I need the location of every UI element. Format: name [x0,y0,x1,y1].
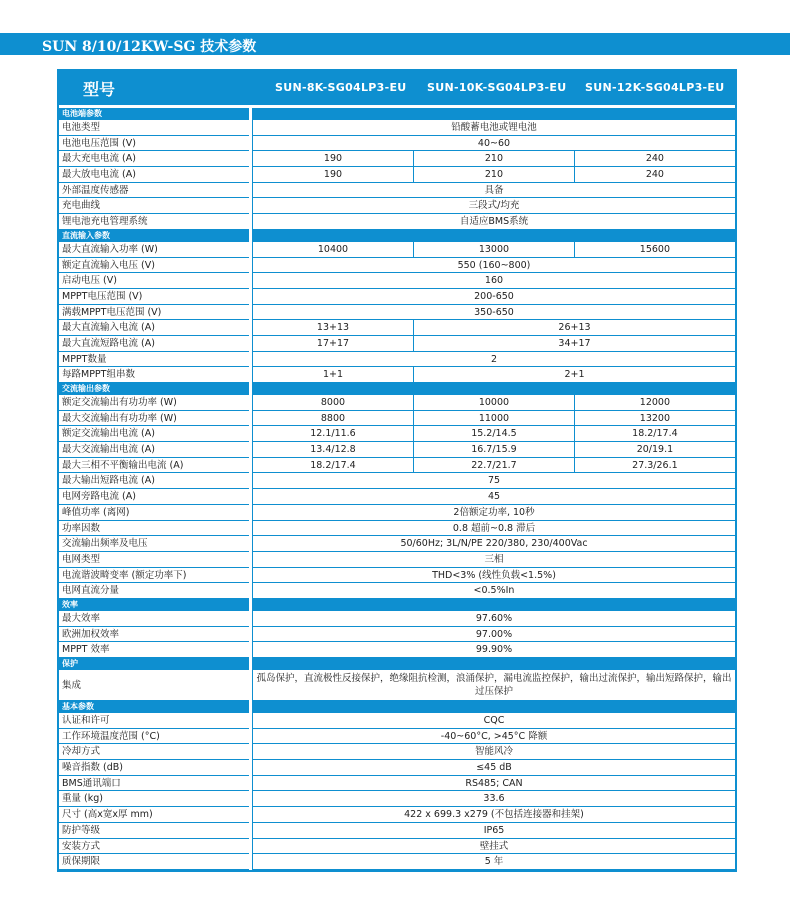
spec-value: ≤45 dB [252,760,735,776]
title-bar [0,33,790,55]
spec-value: 自适应BMS系统 [252,214,735,230]
spec-row [59,854,735,870]
spec-value: 具备 [252,183,735,199]
spec-row [59,611,735,627]
spec-label: 冷却方式 [59,744,249,760]
spec-value: 99.90% [252,642,735,658]
spec-row [59,214,735,230]
spec-value: 40~60 [252,136,735,152]
spec-value: 13+13 [252,320,413,336]
spec-row [59,744,735,760]
model-12k: SUN-12K-SG04LP3-EU [585,81,725,94]
section-title: 保护 [59,658,249,670]
spec-label: 额定直流输入电压 (V) [59,258,249,274]
spec-label: BMS通讯端口 [59,776,249,792]
spec-row [59,242,735,258]
spec-value: 33.6 [252,791,735,807]
spec-label: 尺寸 (高x宽x厚 mm) [59,807,249,823]
spec-label: 认证和许可 [59,713,249,729]
spec-value: 10400 [252,242,413,258]
spec-value: CQC [252,713,735,729]
spec-row [59,627,735,643]
spec-row [59,395,735,411]
section-header [59,701,735,713]
spec-value: 0.8 超前~0.8 滞后 [252,521,735,537]
section-header [59,658,735,670]
model-10k: SUN-10K-SG04LP3-EU [427,81,567,94]
spec-label: 外部温度传感器 [59,183,249,199]
spec-row [59,151,735,167]
spec-label: 功率因数 [59,521,249,537]
spec-value: 550 (160~800) [252,258,735,274]
spec-value: 1+1 [252,367,413,383]
page-title: SUN 8/10/12KW-SG 技术参数 [42,39,257,55]
spec-value: 50/60Hz; 3L/N/PE 220/380, 230/400Vac [252,536,735,552]
spec-row [59,713,735,729]
spec-row [59,552,735,568]
spec-value: IP65 [252,823,735,839]
spec-label: 最大输出短路电流 (A) [59,473,249,489]
spec-label: 最大直流短路电流 (A) [59,336,249,352]
spec-value: 8000 [252,395,413,411]
spec-value: 18.2/17.4 [252,458,413,474]
spec-value: 75 [252,473,735,489]
spec-value: 34+17 [413,336,735,352]
section-header [59,599,735,611]
spec-value: 20/19.1 [574,442,735,458]
section-title: 直流输入参数 [59,230,249,242]
spec-row [59,336,735,352]
spec-label: 最大三相不平衡输出电流 (A) [59,458,249,474]
spec-label: 每路MPPT组串数 [59,367,249,383]
spec-value: 11000 [413,411,574,427]
spec-value: 12.1/11.6 [252,426,413,442]
spec-value: 18.2/17.4 [574,426,735,442]
spec-row [59,823,735,839]
spec-row [59,289,735,305]
spec-row [59,505,735,521]
spec-value: 2倍额定功率, 10秒 [252,505,735,521]
spec-row [59,411,735,427]
spec-value: 13000 [413,242,574,258]
spec-row [59,536,735,552]
spec-label: 重量 (kg) [59,791,249,807]
spec-label: 安装方式 [59,839,249,855]
section-title: 效率 [59,599,249,611]
model-label: 型号 [83,80,116,99]
spec-label: 额定交流输出电流 (A) [59,426,249,442]
spec-label: MPPT电压范围 (V) [59,289,249,305]
spec-label: 充电曲线 [59,198,249,214]
spec-value: 三相 [252,552,735,568]
spec-value: 160 [252,273,735,289]
spec-label: 峰值功率 (离网) [59,505,249,521]
spec-value: 45 [252,489,735,505]
spec-row [59,442,735,458]
spec-value: 三段式/均充 [252,198,735,214]
section-header [59,108,735,120]
spec-label: 集成 [59,670,249,701]
spec-value: 240 [574,167,735,183]
spec-label: 最大放电电流 (A) [59,167,249,183]
spec-label: 电网旁路电流 (A) [59,489,249,505]
model-8k: SUN-8K-SG04LP3-EU [275,81,407,94]
spec-row [59,198,735,214]
spec-row [59,273,735,289]
section-title: 电池端参数 [59,108,249,120]
spec-label: 最大效率 [59,611,249,627]
spec-value: 97.00% [252,627,735,643]
spec-value: 200-650 [252,289,735,305]
spec-row [59,776,735,792]
spec-row [59,367,735,383]
spec-label: 噪音指数 (dB) [59,760,249,776]
spec-value: 22.7/21.7 [413,458,574,474]
spec-row [59,136,735,152]
spec-value: 15600 [574,242,735,258]
spec-value: 350-650 [252,305,735,321]
spec-value: 2 [252,352,735,368]
spec-value: THD<3% (线性负载<1.5%) [252,568,735,584]
spec-label: 最大交流输出有功功率 (W) [59,411,249,427]
spec-value: 铅酸蓄电池或锂电池 [252,120,735,136]
spec-value: 17+17 [252,336,413,352]
spec-label: 启动电压 (V) [59,273,249,289]
spec-value: 12000 [574,395,735,411]
section-title: 基本参数 [59,701,249,713]
spec-row [59,258,735,274]
spec-row [59,760,735,776]
spec-row [59,568,735,584]
spec-row [59,167,735,183]
spec-row [59,183,735,199]
spec-label: 工作环境温度范围 (°C) [59,729,249,745]
section-title: 交流输出参数 [59,383,249,395]
spec-row [59,473,735,489]
spec-row [59,521,735,537]
spec-label: 交流输出频率及电压 [59,536,249,552]
spec-row [59,426,735,442]
spec-label: MPPT数量 [59,352,249,368]
spec-value: 16.7/15.9 [413,442,574,458]
spec-value: 26+13 [413,320,735,336]
spec-value: 13200 [574,411,735,427]
spec-row [59,839,735,855]
spec-label: 防护等级 [59,823,249,839]
spec-value: RS485; CAN [252,776,735,792]
table-header [59,71,735,105]
spec-label: 电流谐波畸变率 (额定功率下) [59,568,249,584]
spec-row [59,120,735,136]
spec-label: 电池电压范围 (V) [59,136,249,152]
spec-value: 孤岛保护，直流极性反接保护，绝缘阻抗检测，浪涌保护，漏电流监控保护，输出过流保护，输出短路保护，输出过压保护 [252,670,735,701]
spec-row [59,583,735,599]
spec-row [59,320,735,336]
spec-label: 最大直流输入功率 (W) [59,242,249,258]
spec-label: 锂电池充电管理系统 [59,214,249,230]
spec-value: 15.2/14.5 [413,426,574,442]
spec-row [59,489,735,505]
spec-row [59,458,735,474]
spec-label: 电池类型 [59,120,249,136]
spec-table [57,69,737,872]
spec-label: 最大交流输出电流 (A) [59,442,249,458]
section-header [59,383,735,395]
spec-value: 240 [574,151,735,167]
spec-label: 最大充电电流 (A) [59,151,249,167]
spec-row [59,807,735,823]
spec-row [59,791,735,807]
spec-row [59,305,735,321]
spec-label: 额定交流输出有功功率 (W) [59,395,249,411]
spec-value: -40~60°C, >45°C 降额 [252,729,735,745]
spec-value: 27.3/26.1 [574,458,735,474]
spec-label: 电网类型 [59,552,249,568]
spec-value: 210 [413,167,574,183]
spec-value: 2+1 [413,367,735,383]
spec-label: 满载MPPT电压范围 (V) [59,305,249,321]
spec-value: <0.5%In [252,583,735,599]
spec-value: 190 [252,167,413,183]
spec-row [59,670,735,701]
spec-label: 电网直流分量 [59,583,249,599]
spec-value: 10000 [413,395,574,411]
section-header [59,230,735,242]
spec-value: 422 x 699.3 x279 (不包括连接器和挂架) [252,807,735,823]
spec-value: 8800 [252,411,413,427]
spec-label: 质保期限 [59,854,249,870]
spec-row [59,729,735,745]
spec-value: 13.4/12.8 [252,442,413,458]
spec-value: 智能风冷 [252,744,735,760]
spec-value: 壁挂式 [252,839,735,855]
spec-label: 最大直流输入电流 (A) [59,320,249,336]
spec-value: 190 [252,151,413,167]
spec-label: MPPT 效率 [59,642,249,658]
spec-value: 5 年 [252,854,735,870]
spec-value: 97.60% [252,611,735,627]
table-body [59,108,735,870]
spec-row [59,642,735,658]
spec-label: 欧洲加权效率 [59,627,249,643]
spec-value: 210 [413,151,574,167]
spec-row [59,352,735,368]
